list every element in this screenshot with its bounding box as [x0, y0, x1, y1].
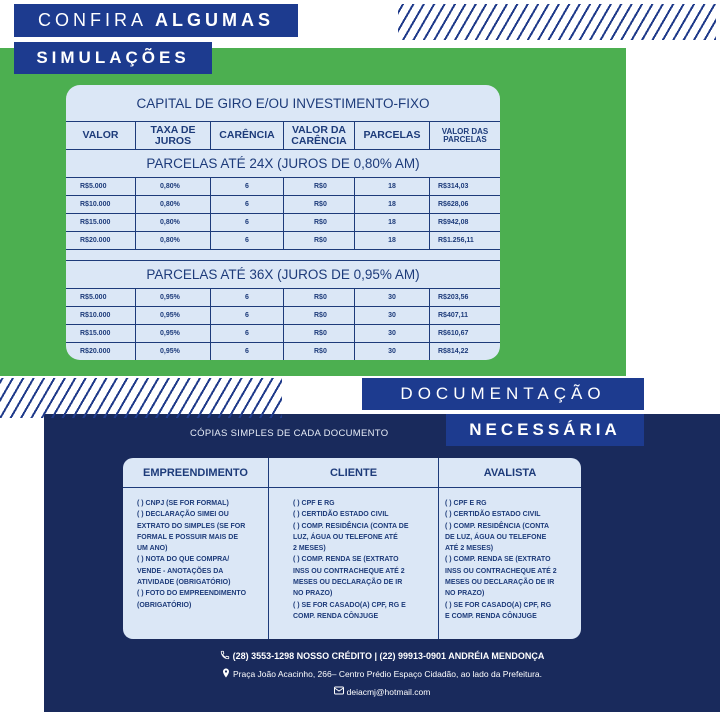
map-pin-icon	[222, 668, 230, 680]
cell-valor: R$10.000	[66, 307, 136, 324]
doc-line: INSS OU CONTRACHEQUE ATÉ 2	[293, 567, 405, 575]
contact-phones	[44, 650, 720, 662]
cell-valor: R$20.000	[66, 343, 136, 360]
contact-address	[44, 668, 720, 680]
cell-parcelas: 18	[355, 178, 430, 195]
col-header-taxa-juros: TAXA DE JUROS	[136, 122, 211, 149]
cell-valor-parcelas: R$1.256,11	[438, 237, 474, 244]
doc-line: ( ) COMP. RENDA SE (EXTRATO	[445, 556, 551, 564]
cell-parcelas: 18	[355, 214, 430, 231]
doc-line: (OBRIGATÓRIO)	[137, 601, 192, 609]
heading-confira: CONFIRA	[38, 10, 147, 30]
cell-taxa: 0,80%	[136, 178, 211, 195]
table-row	[66, 289, 500, 307]
cell-parcelas: 30	[355, 289, 430, 306]
cell-valor-carencia: R$0	[284, 214, 355, 231]
cell-valor-carencia: R$0	[284, 289, 355, 306]
doc-line: ( ) SE FOR CASADO(A) CPF, RG	[445, 601, 552, 609]
table-row	[66, 343, 500, 360]
doc-line: ( ) CPF E RG	[293, 500, 335, 507]
doc-line: DE LUZ, ÁGUA OU TELEFONE	[445, 533, 547, 541]
cell-valor-parcelas: R$814,22	[438, 348, 469, 355]
table-rows-36x	[66, 288, 500, 360]
col-header-empreendimento: EMPREENDIMENTO	[123, 458, 269, 487]
section-title-24x: PARCELAS ATÉ 24X (JUROS DE 0,80% AM)	[66, 149, 500, 177]
col-header-cliente: CLIENTE	[269, 458, 439, 487]
cell-carencia: 6	[211, 343, 284, 360]
doc-line: COMP. RENDA CÔNJUGE	[293, 612, 379, 620]
doc-list-empreendimento	[123, 488, 269, 639]
cell-parcelas: 30	[355, 343, 430, 360]
col-header-carencia: CARÊNCIA	[211, 122, 284, 149]
doc-line: MESES OU DECLARAÇÃO DE IR	[445, 579, 555, 587]
cell-valor: R$15.000	[66, 325, 136, 342]
doc-line: ATÉ 2 MESES)	[445, 545, 494, 553]
cell-taxa: 0,80%	[136, 196, 211, 213]
cell-valor-carencia: R$0	[284, 178, 355, 195]
doc-line: FORMAL E POSSUIR MAIS DE	[137, 533, 238, 541]
doc-line: ATIVIDADE (OBRIGATÓRIO)	[137, 579, 231, 587]
doc-line: LUZ, ÁGUA OU TELEFONE ATÉ	[293, 533, 398, 541]
cell-valor: R$5.000	[66, 289, 136, 306]
col-header-valor: VALOR	[66, 122, 136, 149]
contact-address-text: Praça João Acacinho, 266– Centro Prédio Espaço Cidadão, ao lado da Prefeitura.	[232, 669, 543, 679]
table-row	[66, 325, 500, 343]
cell-valor-carencia: R$0	[284, 307, 355, 324]
cell-taxa: 0,80%	[136, 232, 211, 249]
cell-parcelas: 18	[355, 232, 430, 249]
col-header-avalista: AVALISTA	[483, 466, 537, 479]
heading-documentacao: DOCUMENTAÇÃO	[362, 378, 644, 410]
doc-line: ( ) CERTIDÃO ESTADO CIVIL	[445, 511, 541, 519]
doc-line: MESES OU DECLARAÇÃO DE IR	[293, 579, 403, 587]
doc-line: 2 MESES)	[293, 545, 326, 553]
doc-line: ( ) CPF E RG	[445, 500, 487, 507]
doc-line: EXTRATO DO SIMPLES (SE FOR	[137, 522, 246, 530]
cell-valor-carencia: R$0	[284, 325, 355, 342]
documents-table-header	[123, 458, 581, 488]
cell-carencia: 6	[211, 196, 284, 213]
table-row	[66, 214, 500, 232]
doc-list-cliente	[269, 488, 439, 639]
cell-valor: R$10.000	[66, 196, 136, 213]
cell-valor: R$5.000	[66, 178, 136, 195]
section-spacer	[66, 250, 500, 260]
cell-valor-carencia: R$0	[284, 196, 355, 213]
doc-line: NO PRAZO)	[445, 590, 485, 598]
cell-valor-parcelas: R$942,08	[438, 219, 469, 226]
table-row	[66, 178, 500, 196]
heading-necessaria: NECESSÁRIA	[446, 414, 644, 446]
doc-line: NO PRAZO)	[293, 590, 333, 598]
cell-carencia: 6	[211, 307, 284, 324]
heading-simulacoes: SIMULAÇÕES	[14, 42, 212, 74]
cell-taxa: 0,80%	[136, 214, 211, 231]
heading-confira-algumas	[14, 4, 298, 37]
doc-line: UM ANO)	[137, 545, 168, 553]
doc-line: ( ) COMP. RESIDÊNCIA (CONTA	[445, 522, 550, 530]
phone-icon	[220, 650, 230, 662]
doc-list-avalista	[439, 488, 581, 639]
doc-line: ( ) COMP. RENDA SE (EXTRATO	[293, 556, 399, 564]
col-header-parcelas: PARCELAS	[355, 122, 430, 149]
cell-parcelas: 30	[355, 307, 430, 324]
doc-line: E COMP. RENDA CÔNJUGE	[445, 612, 537, 620]
doc-line: ( ) COMP. RESIDÊNCIA (CONTA DE	[293, 522, 409, 530]
cell-valor-parcelas: R$407,11	[438, 312, 468, 319]
col-header-valor-parcelas: VALOR DAS PARCELAS	[441, 126, 489, 144]
table-row	[66, 232, 500, 250]
mail-icon	[334, 686, 344, 697]
contact-email-link[interactable]: deiacmj@hotmail.com	[346, 686, 431, 697]
doc-line: INSS OU CONTRACHEQUE ATÉ 2	[445, 567, 557, 575]
doc-line: ( ) CERTIDÃO ESTADO CIVIL	[293, 511, 389, 519]
contact-email	[44, 686, 720, 697]
cell-valor-parcelas: R$628,06	[438, 201, 469, 208]
doc-line: ( ) CNPJ (SE FOR FORMAL)	[137, 500, 229, 507]
copies-note: CÓPIAS SIMPLES DE CADA DOCUMENTO	[190, 428, 389, 439]
cell-valor-parcelas: R$203,56	[438, 294, 469, 301]
cell-taxa: 0,95%	[136, 307, 211, 324]
cell-valor-carencia: R$0	[284, 343, 355, 360]
doc-line: ( ) FOTO DO EMPREENDIMENTO	[137, 590, 247, 598]
contact-phones-text: (28) 3553-1298 NOSSO CRÉDITO | (22) 99913-0901 ANDRÉIA MENDONÇA	[232, 651, 545, 661]
table-rows-24x	[66, 177, 500, 250]
cell-valor-carencia: R$0	[284, 232, 355, 249]
cell-carencia: 6	[211, 214, 284, 231]
heading-algumas: ALGUMAS	[155, 10, 274, 30]
doc-line: ( ) DECLARAÇÃO SIMEI OU	[137, 511, 229, 519]
cell-valor: R$15.000	[66, 214, 136, 231]
cell-parcelas: 30	[355, 325, 430, 342]
doc-line: ( ) NOTA DO QUE COMPRA/	[137, 556, 230, 564]
decorative-stripes-top	[398, 4, 716, 40]
col-header-valor-carencia: VALOR DA CARÊNCIA	[284, 122, 355, 149]
documents-table-body	[123, 488, 581, 639]
cell-valor-parcelas: R$610,67	[438, 330, 469, 337]
decorative-stripes-middle	[0, 378, 282, 418]
cell-carencia: 6	[211, 178, 284, 195]
cell-taxa: 0,95%	[136, 343, 211, 360]
cell-carencia: 6	[211, 232, 284, 249]
cell-taxa: 0,95%	[136, 289, 211, 306]
cell-valor: R$20.000	[66, 232, 136, 249]
simulation-table-card	[66, 85, 500, 360]
table-row	[66, 196, 500, 214]
cell-carencia: 6	[211, 325, 284, 342]
table-row	[66, 307, 500, 325]
cell-valor-parcelas: R$314,03	[438, 183, 469, 190]
doc-line: ( ) SE FOR CASADO(A) CPF, RG E	[293, 601, 406, 609]
section-title-36x: PARCELAS ATÉ 36X (JUROS DE 0,95% AM)	[66, 260, 500, 288]
cell-carencia: 6	[211, 289, 284, 306]
simulation-table-title: CAPITAL DE GIRO E/OU INVESTIMENTO-FIXO	[136, 95, 430, 111]
simulation-table-header	[66, 121, 500, 149]
documents-table-card	[123, 458, 581, 639]
cell-taxa: 0,95%	[136, 325, 211, 342]
doc-line: VENDE - ANOTAÇÕES DA	[137, 567, 224, 575]
cell-parcelas: 18	[355, 196, 430, 213]
